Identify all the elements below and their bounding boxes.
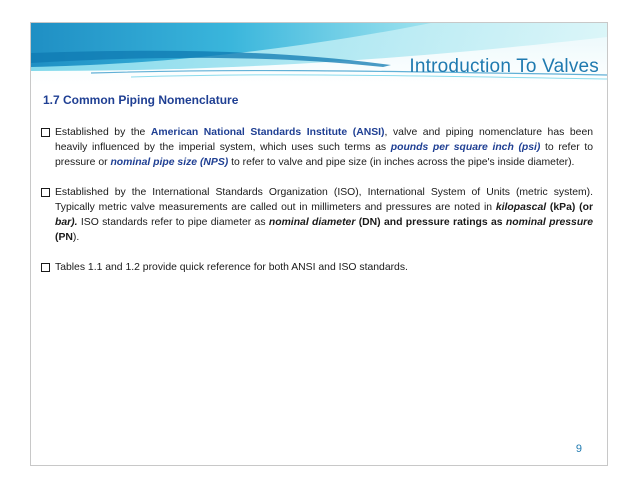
bullet-emphasis: kilopascal bbox=[495, 202, 547, 213]
bullet-text: Established by the bbox=[55, 127, 151, 138]
bullet-emphasis: nominal diameter bbox=[268, 217, 356, 228]
bullet-text: to refer to pressure or bbox=[55, 142, 593, 168]
bullet-list bbox=[41, 125, 593, 290]
bullet-emphasis: nominal pipe size (NPS) bbox=[110, 157, 229, 168]
bullet-text: , valve and piping nomenclature has been heavily influenced by the imperial system, which uses such terms as bbox=[55, 127, 593, 153]
slide-title: Introduction To Valves bbox=[409, 56, 599, 77]
bullet-iso bbox=[41, 185, 593, 245]
bullet-text: Established by the International Standards Organization (ISO), International System of Units (metric system). Typically metric valve measurements are called out in millimeters and pressures are noted in bbox=[55, 187, 593, 213]
bullet-emphasis: (kPa) (or bbox=[546, 202, 593, 213]
page-number: 9 bbox=[575, 443, 582, 455]
bullet-emphasis: bar). bbox=[55, 217, 78, 228]
section-heading: 1.7 Common Piping Nomenclature bbox=[43, 93, 239, 107]
bullet-emphasis: American National Standards Institute (ANSI) bbox=[150, 127, 385, 138]
bullet-text: Tables 1.1 and 1.2 provide quick reference for both ANSI and ISO standards. bbox=[55, 262, 408, 273]
bullet-emphasis: pounds per square inch (psi) bbox=[390, 142, 541, 153]
bullet-ansi bbox=[41, 125, 593, 170]
bullet-emphasis: (PN bbox=[55, 232, 73, 243]
bullet-tables bbox=[41, 260, 593, 275]
checkbox-bullet-icon bbox=[41, 188, 50, 197]
bullet-emphasis: nominal pressure bbox=[505, 217, 593, 228]
slide-frame bbox=[30, 22, 608, 466]
checkbox-bullet-icon bbox=[41, 128, 50, 137]
bullet-text: ). bbox=[72, 232, 80, 243]
bullet-text: ISO standards refer to pipe diameter as bbox=[77, 217, 269, 228]
bullet-text: to refer to valve and pipe size (in inches across the pipe's inside diameter). bbox=[228, 157, 575, 168]
checkbox-bullet-icon bbox=[41, 263, 50, 272]
bullet-emphasis: (DN) and pressure ratings as bbox=[355, 217, 506, 228]
